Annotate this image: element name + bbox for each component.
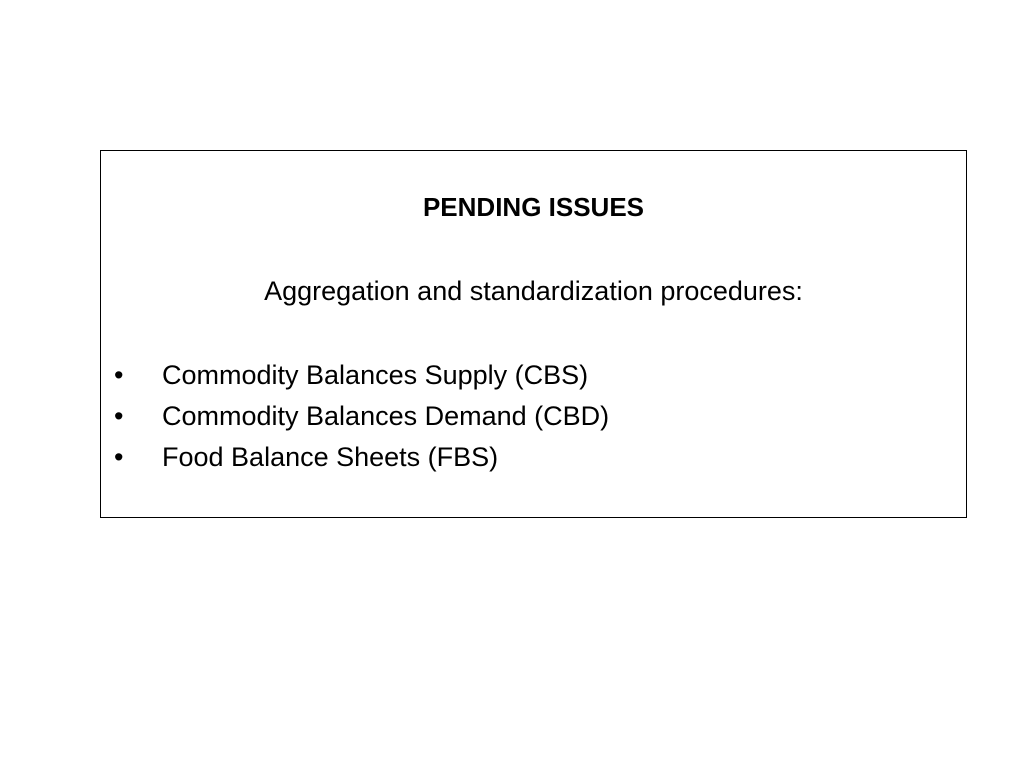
list-item-text: Food Balance Sheets (FBS) bbox=[162, 442, 499, 472]
bullet-icon: • bbox=[114, 442, 124, 472]
bullet-icon: • bbox=[114, 401, 124, 431]
bullet-icon: • bbox=[114, 360, 124, 390]
list-item-text: Commodity Balances Demand (CBD) bbox=[162, 401, 610, 431]
list-item-text: Commodity Balances Supply (CBS) bbox=[162, 360, 589, 390]
box-subtitle: Aggregation and standardization procedures: bbox=[264, 276, 803, 306]
box-title: PENDING ISSUES bbox=[422, 192, 645, 222]
pending-issues-box bbox=[100, 150, 967, 518]
